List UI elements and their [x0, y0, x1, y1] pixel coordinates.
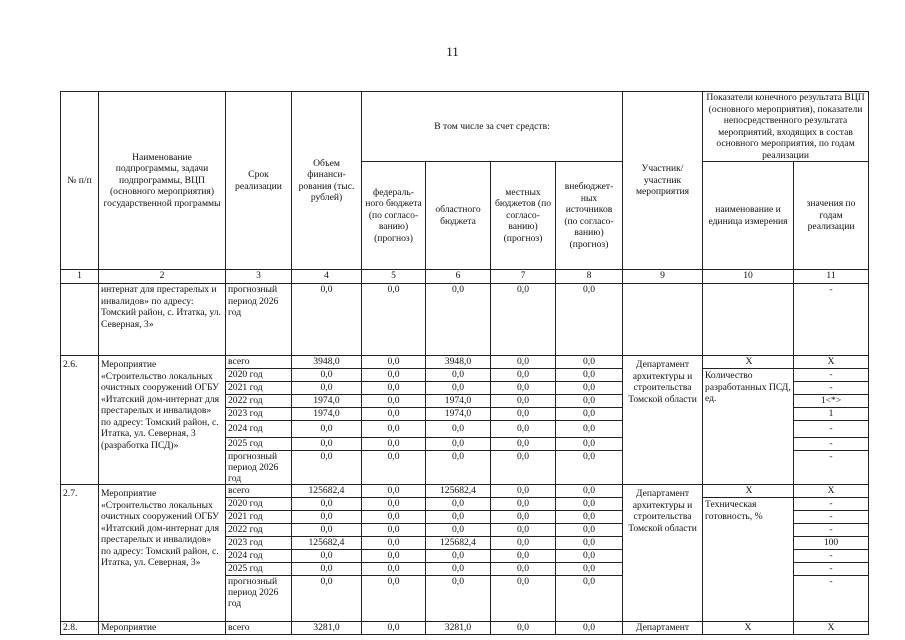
row-2-8-local: 0,0 [491, 622, 556, 635]
value-cell: 0,0 [556, 356, 623, 369]
header-period: Срок реализации [226, 92, 292, 270]
value-cell: 0,0 [556, 421, 623, 438]
row-2-6-participant: Департамент архитектуры и строительства Томской области [623, 356, 703, 485]
header-local: местных бюджетов (по согласо-ванию) (прогноз) [491, 162, 556, 270]
period-cell: прогнозный период 2026 год [228, 451, 279, 485]
row-2-8-federal: 0,0 [362, 622, 426, 635]
value-cell: 1 [794, 408, 869, 421]
value-cell: 1974,0 [426, 408, 491, 421]
period-cell: всего [226, 356, 292, 369]
value-cell: 0,0 [556, 537, 623, 550]
value-cell: 0,0 [292, 550, 362, 563]
value-cell: - [794, 421, 869, 438]
header-row-1 [61, 92, 869, 162]
colnum-3: 3 [226, 270, 292, 284]
value-cell: 0,0 [556, 485, 623, 498]
value-cell: 0,0 [517, 451, 529, 462]
value-cell: 0,0 [491, 421, 556, 438]
colnum-6: 6 [426, 270, 491, 284]
value-cell: 0,0 [292, 369, 362, 382]
period-cell: 2025 год [226, 438, 292, 451]
header-num: № п/п [61, 92, 99, 270]
value-cell: 0,0 [320, 576, 333, 588]
header-total: Объем финанси-рования (тыс. рублей) [292, 92, 362, 270]
cont-regional: 0,0 [426, 284, 491, 356]
value-cell: 0,0 [556, 408, 623, 421]
colnum-10: 10 [703, 270, 794, 284]
value-cell: - [829, 576, 833, 588]
value-cell: 0,0 [362, 537, 426, 550]
column-numbers-row [61, 270, 869, 284]
value-cell: - [794, 498, 869, 511]
value-cell: 0,0 [556, 498, 623, 511]
value-cell: 0,0 [491, 498, 556, 511]
row-2-6-indicator [703, 356, 794, 485]
value-cell: 0,0 [320, 451, 333, 462]
row-2-8-participant: Департамент [623, 622, 703, 635]
indicator-name: Количество разработанных ПСД, ед. [705, 370, 791, 404]
period-cell: 2023 год [226, 537, 292, 550]
row-2-7-values [794, 485, 869, 622]
value-cell: 0,0 [491, 524, 556, 537]
value-cell: 0,0 [556, 563, 623, 576]
value-cell: 0,0 [491, 395, 556, 408]
value-cell: 0,0 [426, 524, 491, 537]
value-cell: 1974,0 [292, 395, 362, 408]
row-2-7-local [491, 485, 556, 622]
value-cell: 0,0 [452, 451, 464, 462]
period-cell: 2020 год [226, 498, 292, 511]
table-row-2-8 [61, 622, 869, 635]
header-sources-group: В том числе за счет средств: [362, 92, 623, 162]
cont-extra: 0,0 [556, 284, 623, 356]
value-cell: 0,0 [491, 550, 556, 563]
value-cell: 0,0 [426, 421, 491, 438]
row-2-8-name: Мероприятие [99, 622, 226, 635]
value-cell: 0,0 [362, 395, 426, 408]
value-cell: 0,0 [292, 438, 362, 451]
value-cell: 0,0 [362, 498, 426, 511]
colnum-4: 4 [292, 270, 362, 284]
value-cell: - [794, 511, 869, 524]
page-number: 11 [446, 44, 459, 59]
value-cell: 125682,4 [292, 537, 362, 550]
value-cell: 0,0 [556, 395, 623, 408]
value-cell: 0,0 [491, 485, 556, 498]
value-cell: Х [794, 485, 869, 498]
value-cell: 0,0 [517, 576, 529, 588]
value-cell: 0,0 [426, 438, 491, 451]
period-cell: всего [226, 485, 292, 498]
table-row-continuation [61, 284, 869, 356]
value-cell: 0,0 [292, 524, 362, 537]
value-cell: - [794, 550, 869, 563]
value-cell: 0,0 [556, 438, 623, 451]
value-cell: 0,0 [362, 485, 426, 498]
value-cell: 0,0 [556, 511, 623, 524]
value-cell: Х [794, 356, 869, 369]
row-2-8-indicator-x: Х [703, 622, 794, 635]
header-regional: областного бюджета [426, 162, 491, 270]
value-cell: 0,0 [362, 524, 426, 537]
header-extra: внебюджет-ных источников (по согласо-ванию) (прогноз) [556, 162, 623, 270]
value-cell: 0,0 [491, 511, 556, 524]
indicator-name: Техническая готовность, % [705, 499, 763, 522]
value-cell: 0,0 [491, 369, 556, 382]
value-cell: 0,0 [362, 511, 426, 524]
value-cell: - [829, 451, 833, 462]
value-cell: 0,0 [491, 438, 556, 451]
value-cell: 0,0 [426, 369, 491, 382]
row-2-7-participant: Департамент архитектуры и строительства Томской области [623, 485, 703, 622]
header-federal: федераль-ного бюджета (по согласо-ванию) (прогноз) [362, 162, 426, 270]
period-cell: прогнозный период 2026 год [228, 576, 279, 610]
value-cell: 0,0 [362, 421, 426, 438]
value-cell: - [794, 382, 869, 395]
cont-name: интернат для престарелых и инвалидов» по адресу: Томский район, с. Итатка, ул. Северная, 3» [99, 284, 226, 356]
colnum-1: 1 [61, 270, 99, 284]
period-cell: 2021 год [226, 382, 292, 395]
value-cell: 0,0 [362, 408, 426, 421]
value-cell: - [794, 563, 869, 576]
value-cell: 0,0 [362, 356, 426, 369]
colnum-8: 8 [556, 270, 623, 284]
value-cell: 1974,0 [426, 395, 491, 408]
header-indicators-group: Показатели конечного результата ВЦП (основного мероприятия), показатели непосредственного результата мероприятий, входящих в состав основного мероприятия, по годам реализации [703, 92, 869, 162]
value-cell: 0,0 [292, 511, 362, 524]
cont-total: 0,0 [292, 284, 362, 356]
value-cell: 0,0 [426, 563, 491, 576]
row-2-7-federal [362, 485, 426, 622]
row-2-7-regional [426, 485, 491, 622]
row-2-6-total [292, 356, 362, 485]
value-cell: 0,0 [491, 382, 556, 395]
value-cell: 0,0 [556, 382, 623, 395]
period-cell: 2022 год [226, 524, 292, 537]
period-cell: 2023 год [226, 408, 292, 421]
value-cell: 0,0 [362, 382, 426, 395]
value-cell: 0,0 [426, 550, 491, 563]
colnum-7: 7 [491, 270, 556, 284]
table-row-2-7 [61, 485, 869, 622]
value-cell: - [794, 438, 869, 451]
header-indicator-name: наименование и единица измерения [703, 162, 794, 270]
value-cell: 0,0 [426, 382, 491, 395]
value-cell: 0,0 [491, 563, 556, 576]
colnum-2: 2 [99, 270, 226, 284]
row-2-8-extra: 0,0 [556, 622, 623, 635]
value-cell: 3948,0 [426, 356, 491, 369]
value-cell: 0,0 [362, 438, 426, 451]
row-2-7-name: Мероприятие «Строительство локальных очистных сооружений ОГБУ «Итатский дом-интернат для престарелых и инвалидов» по адресу: Томский район, с. Итатка, ул. Северная, 3» [99, 485, 226, 622]
row-2-6-values [794, 356, 869, 485]
row-2-7-indicator [703, 485, 794, 622]
value-cell: 0,0 [583, 451, 595, 462]
value-cell: 0,0 [491, 537, 556, 550]
row-2-6-num: 2.6. [61, 356, 99, 485]
value-cell: 0,0 [426, 511, 491, 524]
value-cell: 0,0 [556, 524, 623, 537]
value-cell: 0,0 [292, 563, 362, 576]
period-cell: 2024 год [226, 550, 292, 563]
row-2-6-regional [426, 356, 491, 485]
colnum-9: 9 [623, 270, 703, 284]
value-cell: 1<*> [794, 395, 869, 408]
cont-federal: 0,0 [362, 284, 426, 356]
header-participant: Участник/ участник мероприятия [623, 92, 703, 270]
value-cell: 0,0 [292, 382, 362, 395]
row-2-6-periods [226, 356, 292, 485]
table-row-2-6 [61, 356, 869, 485]
row-2-6-extra [556, 356, 623, 485]
row-2-8-regional: 3281,0 [426, 622, 491, 635]
value-cell: 0,0 [387, 451, 400, 462]
value-cell: 0,0 [292, 498, 362, 511]
value-cell: - [794, 524, 869, 537]
period-cell: 2022 год [226, 395, 292, 408]
row-2-7-total [292, 485, 362, 622]
indicator-x: Х [703, 356, 794, 369]
value-cell: 125682,4 [426, 537, 491, 550]
row-2-6-local [491, 356, 556, 485]
value-cell: 3948,0 [292, 356, 362, 369]
cont-period: прогнозный период 2026 год [226, 284, 292, 356]
value-cell: 0,0 [426, 498, 491, 511]
value-cell: 0,0 [292, 421, 362, 438]
row-2-7-periods [226, 485, 292, 622]
value-cell: 0,0 [491, 356, 556, 369]
program-table [60, 91, 869, 635]
value-cell: 125682,4 [292, 485, 362, 498]
row-2-8-period: всего [226, 622, 292, 635]
colnum-5: 5 [362, 270, 426, 284]
row-2-8-value: Х [794, 622, 869, 635]
value-cell: 0,0 [556, 369, 623, 382]
cont-local: 0,0 [491, 284, 556, 356]
value-cell: 0,0 [491, 408, 556, 421]
value-cell: 100 [794, 537, 869, 550]
period-cell: 2021 год [226, 511, 292, 524]
row-2-7-num: 2.7. [61, 485, 99, 622]
cont-participant [623, 284, 703, 356]
row-2-6-federal [362, 356, 426, 485]
period-cell: 2024 год [226, 421, 292, 438]
cont-indicator [703, 284, 794, 356]
value-cell: 0,0 [556, 550, 623, 563]
cont-value: - [794, 284, 869, 356]
value-cell: 0,0 [362, 563, 426, 576]
value-cell: 125682,4 [426, 485, 491, 498]
row-2-8-num: 2.8. [61, 622, 99, 635]
row-2-7-extra [556, 485, 623, 622]
row-2-8-total: 3281,0 [292, 622, 362, 635]
value-cell: 0,0 [452, 576, 464, 588]
header-indicator-values: значения по годам реализации [794, 162, 869, 270]
colnum-11: 11 [794, 270, 869, 284]
period-cell: 2025 год [226, 563, 292, 576]
value-cell: 0,0 [362, 550, 426, 563]
value-cell: - [794, 369, 869, 382]
header-name: Наименование подпрограммы, задачи подпрограммы, ВЦП (основного мероприятия) государственной программы [99, 92, 226, 270]
row-2-6-name: Мероприятие «Строительство локальных очистных сооружений ОГБУ «Итатский дом-интернат для престарелых и инвалидов» по адресу: Томский район, с. Итатка, ул. Северная, 3 (разработка ПСД)» [99, 356, 226, 485]
period-cell: 2020 год [226, 369, 292, 382]
cont-num [61, 284, 99, 356]
value-cell: 0,0 [387, 576, 400, 588]
value-cell: 0,0 [362, 369, 426, 382]
value-cell: 1974,0 [292, 408, 362, 421]
indicator-x: Х [703, 485, 794, 498]
value-cell: 0,0 [583, 576, 595, 588]
